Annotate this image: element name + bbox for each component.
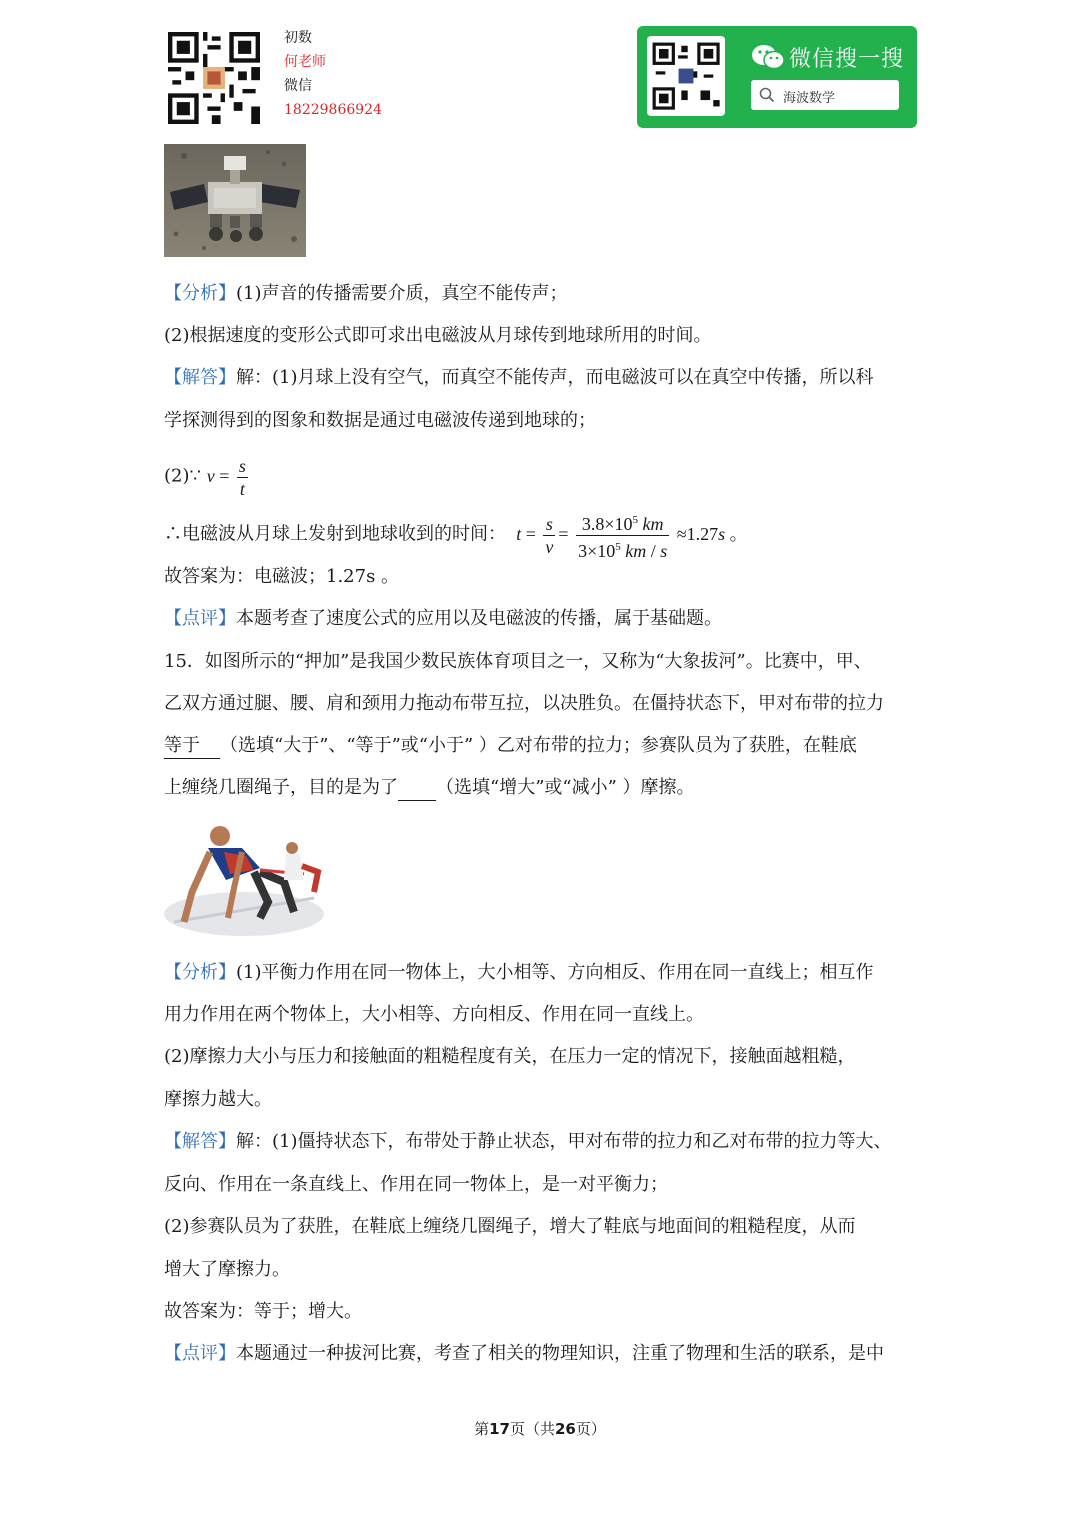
total-pages: 26 <box>555 1420 576 1438</box>
analysis-text-line: 摩擦力越大。 <box>164 1089 272 1110</box>
answer-text: 解：(1)僵持状态下，布带处于静止状态，甲对布带的拉力和乙对布带的拉力等大、 <box>236 1131 892 1152</box>
answer-text-line: (2)参赛队员为了获胜，在鞋底上缠绕几圈绳子，增大了鞋底与地面间的粗糙程度，从而 <box>164 1216 856 1237</box>
answer-tag: 【解答】 <box>164 1131 236 1152</box>
answer-text-line: 增大了摩擦力。 <box>164 1259 290 1280</box>
footer-prefix: 第 <box>474 1420 490 1438</box>
question-15-line: 乙双方通过腿、腰、肩和颈用力拖动布带互拉，以决胜负。在僵持状态下，甲对布带的拉力 <box>164 693 884 714</box>
velocity-formula: v = $\frac{s}{t}$ <box>206 456 246 499</box>
tug-of-war-image <box>164 822 330 938</box>
contact-teacher: 何老师 <box>284 54 326 70</box>
analysis-tag: 【分析】 <box>164 283 236 304</box>
question-15-line <box>164 734 857 759</box>
comment-paragraph-14 <box>164 607 722 631</box>
answer-text: 解：(1)月球上没有空气，而真空不能传声，而电磁波可以在真空中传播，所以科 <box>236 367 874 388</box>
qr-code-image <box>168 32 260 124</box>
analysis-paragraph-14 <box>164 282 568 306</box>
page-number: 17 <box>489 1420 510 1438</box>
analysis-text-line: (2)根据速度的变形公式即可求出电磁波从月球传到地球所用的时间。 <box>164 325 712 346</box>
analysis-text: (1)声音的传播需要介质，真空不能传声； <box>236 283 568 304</box>
analysis-text-line: (2)摩擦力大小与压力和接触面的粗糙程度有关，在压力一定的情况下，接触面越粗糙， <box>164 1046 856 1067</box>
time-formula-line <box>164 509 748 562</box>
formula-prefix: ∴电磁波从月球上发射到地球收到的时间： <box>164 523 506 545</box>
wechat-search-title: 微信搜一搜 <box>789 47 905 72</box>
footer-middle: 页（共 <box>509 1420 555 1438</box>
fill-blank <box>398 776 436 801</box>
wechat-logo-icon <box>751 44 785 70</box>
lunar-rover-image <box>164 144 306 257</box>
wechat-search-card[interactable] <box>637 26 917 128</box>
wechat-search-text: 海波数学 <box>783 91 836 106</box>
analysis-text-line: 用力作用在两个物体上，大小相等、方向相反、作用在同一直线上。 <box>164 1004 704 1025</box>
analysis-tag: 【分析】 <box>164 962 236 983</box>
final-answer-14: 故答案为：电磁波；1.27s 。 <box>164 566 400 587</box>
fill-blank-answer: 等于 <box>164 734 220 759</box>
contact-info <box>284 26 382 122</box>
answer-paragraph-15 <box>164 1130 892 1154</box>
formula-prefix: (2)∵ <box>164 465 201 487</box>
question-text: 上缠绕几圈绳子，目的是为了 <box>164 777 398 798</box>
answer-tag: 【解答】 <box>164 367 236 388</box>
answer-text-line: 学探测得到的图象和数据是通过电磁波传递到地球的； <box>164 410 596 431</box>
question-15-line: 15．如图所示的“押加”是我国少数民族体育项目之一，又称为“大象拔河”。比赛中，甲、 <box>164 651 872 672</box>
comment-paragraph-15 <box>164 1342 884 1366</box>
contact-wechat-label: 微信 <box>284 78 312 94</box>
analysis-paragraph-15 <box>164 961 874 985</box>
time-formula: t = $\frac{s}{v}$ = $\frac{3.8\times 10^5 km}{3\times 10^5 km / s}$ ≈1.27s 。 <box>512 524 748 544</box>
contact-subject: 初数 <box>284 30 312 46</box>
comment-tag: 【点评】 <box>164 1343 236 1364</box>
footer-suffix: 页） <box>575 1420 606 1438</box>
contact-phone: 18229866924 <box>284 102 382 118</box>
comment-tag: 【点评】 <box>164 608 236 629</box>
wechat-search-box[interactable] <box>751 80 899 110</box>
comment-text: 本题考查了速度公式的应用以及电磁波的传播，属于基础题。 <box>236 608 722 629</box>
velocity-formula-line <box>164 455 251 500</box>
page-footer <box>0 1418 1080 1439</box>
question-15-line <box>164 776 695 801</box>
answer-paragraph-14 <box>164 366 874 390</box>
final-answer-15: 故答案为：等于；增大。 <box>164 1301 362 1322</box>
answer-text-line: 反向、作用在一条直线上、作用在同一物体上，是一对平衡力； <box>164 1174 668 1195</box>
question-text: （选填“大于”、“等于”或“小于” ）乙对布带的拉力；参赛队员为了获胜，在鞋底 <box>220 735 857 756</box>
question-text: （选填“增大”或“减小” ）摩擦。 <box>436 777 695 798</box>
analysis-text: (1)平衡力作用在同一物体上，大小相等、方向相反、作用在同一直线上；相互作 <box>236 962 874 983</box>
comment-text: 本题通过一种拔河比赛，考查了相关的物理知识，注重了物理和生活的联系，是中 <box>236 1343 884 1364</box>
wechat-qr-code <box>647 36 725 116</box>
search-icon <box>759 87 775 103</box>
